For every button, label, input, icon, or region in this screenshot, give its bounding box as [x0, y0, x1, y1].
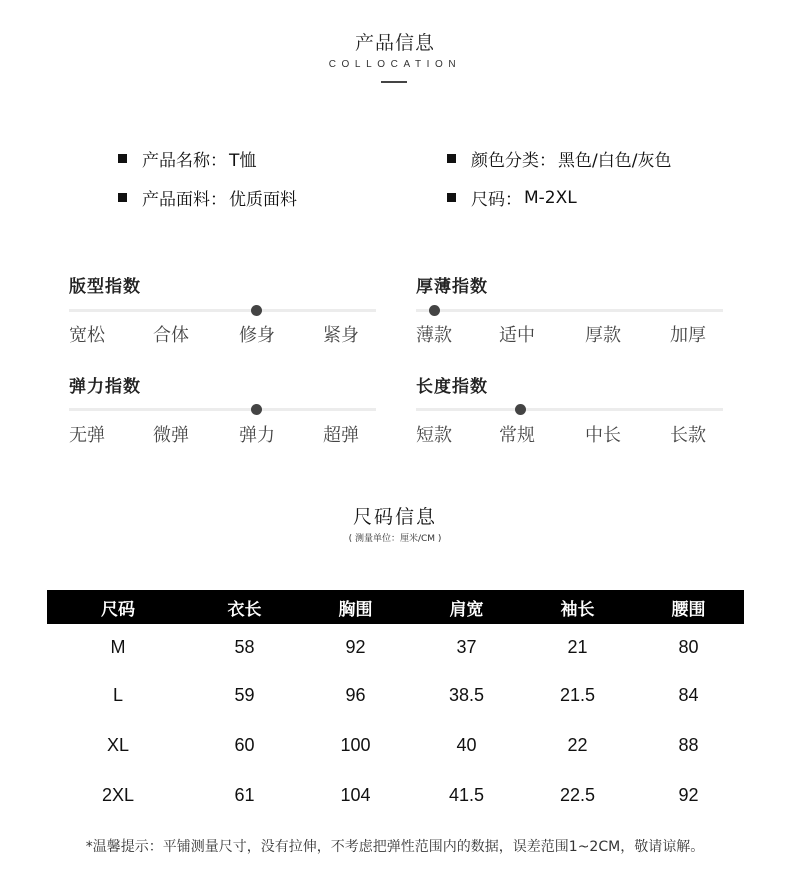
length-index-marker	[515, 404, 526, 415]
elasticity-index-marker	[251, 404, 262, 415]
elasticity-index-track	[69, 408, 376, 411]
elasticity-label: 无弹	[69, 425, 105, 446]
table-row	[47, 624, 744, 670]
table-cell: XL	[106, 734, 130, 755]
info-value: M-2XL	[524, 187, 577, 208]
table-cell: 92	[678, 784, 699, 805]
table-cell: 100	[340, 734, 371, 755]
thickness-index-track	[416, 309, 723, 312]
table-cell: 21	[567, 636, 588, 657]
table-header-row	[47, 590, 744, 624]
column-header: 腰围	[633, 590, 744, 624]
size-table	[47, 590, 744, 820]
size-section-title: 尺码信息	[352, 506, 437, 528]
fit-index-marker	[251, 305, 262, 316]
elasticity-index-title: 弹力指数	[69, 377, 141, 397]
table-cell: 96	[345, 684, 366, 705]
fit-label: 修身	[239, 325, 275, 346]
info-value: 黑色/白色/灰色	[558, 151, 672, 171]
fit-index-track	[69, 309, 376, 312]
info-color	[447, 146, 671, 171]
column-header: 袖长	[522, 590, 633, 624]
info-value: 优质面料	[229, 190, 297, 210]
thickness-label: 加厚	[670, 325, 706, 346]
page-title: 产品信息	[354, 32, 435, 54]
elasticity-label: 弹力	[239, 425, 275, 446]
length-index-track	[416, 408, 723, 411]
table-cell: 22	[567, 734, 588, 755]
table-row	[47, 670, 744, 720]
bullet-square-icon	[118, 154, 127, 163]
info-value: T恤	[229, 151, 257, 171]
table-cell: 38.5	[448, 684, 485, 705]
table-cell: 92	[345, 636, 366, 657]
fit-label: 紧身	[323, 325, 359, 346]
info-key: 产品名称：	[142, 151, 227, 171]
table-cell: 104	[340, 784, 371, 805]
table-cell: 22.5	[559, 784, 596, 805]
info-key: 尺码：	[471, 190, 522, 210]
thickness-index-marker	[429, 305, 440, 316]
table-cell: 58	[234, 636, 255, 657]
size-section-subtitle: ( 测量单位：厘米/CM )	[348, 534, 442, 544]
table-cell: 41.5	[448, 784, 485, 805]
table-cell: 84	[678, 684, 699, 705]
bullet-square-icon	[118, 193, 127, 202]
column-header: 肩宽	[411, 590, 522, 624]
table-cell: 60	[234, 734, 255, 755]
table-cell: 2XL	[101, 784, 135, 805]
info-fabric	[118, 185, 297, 210]
table-row	[47, 720, 744, 770]
table-cell: 61	[234, 784, 255, 805]
thickness-label: 适中	[499, 325, 535, 346]
table-cell: 37	[456, 636, 477, 657]
column-header: 尺码	[47, 590, 189, 624]
fit-label: 宽松	[69, 325, 105, 346]
info-key: 产品面料：	[142, 190, 227, 210]
info-key: 颜色分类：	[471, 151, 556, 171]
table-cell: 80	[678, 636, 699, 657]
table-cell: M	[110, 636, 126, 657]
table-cell: L	[112, 684, 123, 705]
elasticity-label: 微弹	[153, 425, 189, 446]
info-size	[447, 185, 577, 210]
page-subtitle: COLLOCATION	[328, 59, 462, 70]
length-label: 短款	[416, 425, 452, 446]
thickness-label: 厚款	[585, 325, 621, 346]
table-cell: 40	[456, 734, 477, 755]
length-label: 常规	[499, 425, 535, 446]
elasticity-label: 超弹	[323, 425, 359, 446]
table-cell: 88	[678, 734, 699, 755]
length-index-title: 长度指数	[416, 377, 488, 397]
column-header: 衣长	[189, 590, 300, 624]
column-header: 胸围	[300, 590, 411, 624]
measurement-note: *温馨提示：平铺测量尺寸，没有拉伸，不考虑把弹性范围内的数据，误差范围1~2CM，敬请谅解。	[85, 839, 705, 855]
bullet-square-icon	[447, 154, 456, 163]
info-product-name	[118, 146, 256, 171]
length-label: 中长	[585, 425, 621, 446]
length-label: 长款	[670, 425, 706, 446]
thickness-index-title: 厚薄指数	[416, 277, 488, 297]
fit-index-title: 版型指数	[69, 277, 141, 297]
table-row	[47, 770, 744, 820]
table-cell: 21.5	[559, 684, 596, 705]
thickness-label: 薄款	[416, 325, 452, 346]
title-divider	[381, 81, 407, 83]
bullet-square-icon	[447, 193, 456, 202]
fit-label: 合体	[153, 325, 189, 346]
table-cell: 59	[234, 684, 255, 705]
